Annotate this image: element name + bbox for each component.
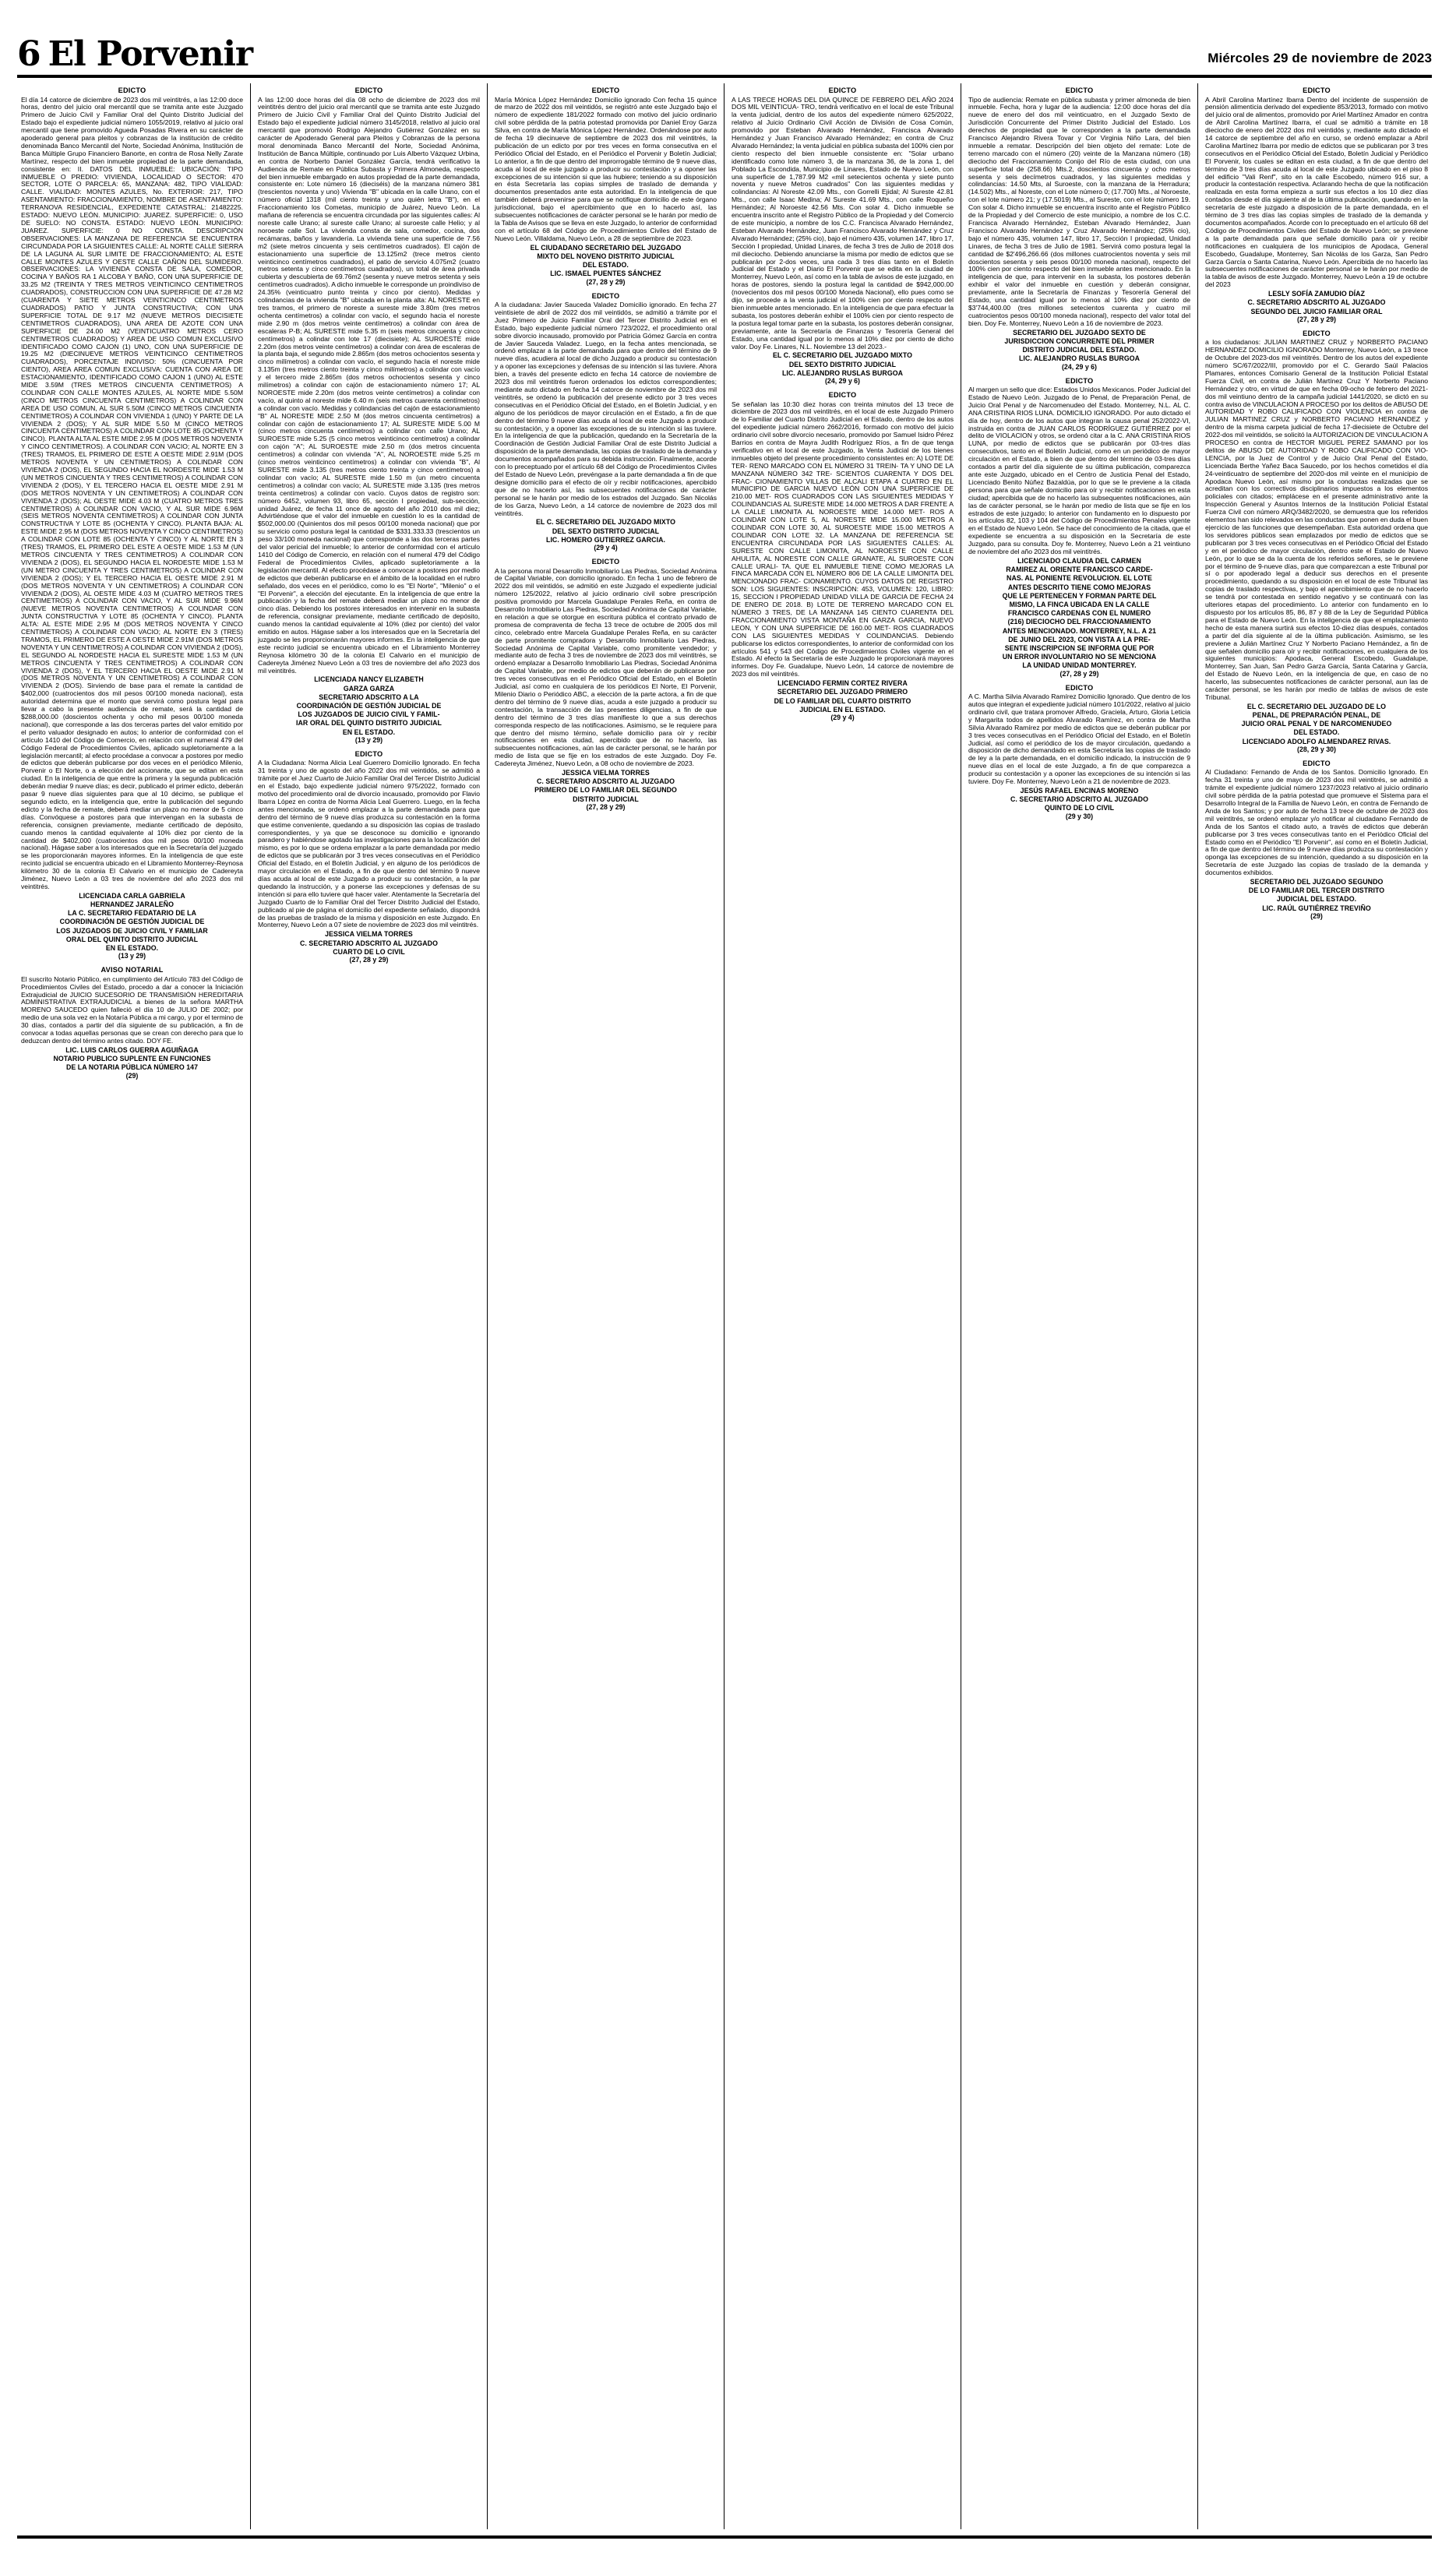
edict-signature-line: NOTARIO PUBLICO SUPLENTE EN FUNCIONES (53, 1055, 211, 1063)
edict-notice (968, 377, 1190, 678)
edict-signature-line: FRANCISCO CARDENAS CON EL NUMERO (1007, 609, 1151, 618)
edict-signature-line: JUDICIAL DEL ESTADO. (1276, 895, 1357, 904)
edict-publication-ref: (13 y 29) (118, 952, 146, 960)
edict-publication-ref: (27, 28 y 29) (586, 802, 626, 811)
edict-publication-ref: (29 y 4) (594, 544, 618, 552)
col-3 (488, 83, 724, 2529)
edict-header: EDICTO (1065, 376, 1094, 385)
edict-body: Se señalan las 10:30 diez horas con treinta minutos del 13 trece de diciembre de 2023 dos mil veintitrés, en el local de este Juzgado Primero de lo Familiar del Cuarto Distrito Judicial en el Estado, dentro de los autos del expediente judicial número 2662/2016, formado con motivo del juicio ordinario civil sobre divorcio necesario, promovido por Samuel Isidro Pérez Barrios en contra de Mayra Judith Rodríguez Ríos, a fin de que tenga verificativo en el local de este Juzgado, la Venta Judicial de los bienes inmuebles objeto del presente procedimiento consistentes en: A) LOTE DE TER- RENO MARCADO CON EL NÚMERO 31 TREIN- TA Y UNO DE LA MANZANA NÚMERO 342 TRE- SCIENTOS CUARENTA Y DOS DEL FRAC- CIONAMIENTO VILLAS DE ALCALI ETAPA 4 CUATRO EN EL MUNICIPIO DE GARCIA NUEVO LEÓN CON UNA SUPERFICIE DE 210.00 MET- ROS CUADRADOS CON LAS SIGUIENTES MEDIDAS Y COLINDANCIAS AL SURESTE MIDE 14.000 METROS A DAR FRENTE A LA CALLE LIMONITA AL NOROESTE MIDE 14.000 MET- ROS A COLINDAR CON LOTE 5, AL NORESTE MIDE 15.000 METROS A COLINDAR CON LOTE 30, AL SUROESTE MIDE 15.00 METROS A COLINDAR CON LOTE 32. LA MANZANA DE REFERENCIA SE ENCUENTRA CIRCUNDADA POR LAS SIGUIENTES CALLES: AL SURESTE CON CALLE LIMONITA, AL NOROESTE CON CALLE AHULITA, AL NORESTE CON CALLE GRANATE, AL SUROESTE CON CALLE URALI- TA. QUE EL INMUEBLE TIENE COMO MEJORAS LA FINCA MARCADA CON EL NÚMERO 806 DE LA CALLE LIMONITA DEL MENCIONADO FRAC- CIONAMIENTO. CUYOS DATOS DE REGISTRO SON: LOS SIGUIENTES: INSCRIPCIÓN: 453, VOLUMEN: 120, LIBRO: 15, SECCION I PROPIEDAD UNIDAD VILLA DE GARCIA DE FECHA 24 DE ENERO DE 2018. B) LOTE DE TERRENO MARCADO CON EL NÚMERO 3 TRES, DE LA MANZANA 145 CIENTO CUARENTA DEL FRACCIONAMIENTO VISTA MONTAÑA EN GARZA GARCIA, NUEVO LEON, Y CON UNA SUPERFICIE DE 160.00 MET- ROS CUADRADOS CON LAS SIGUIENTES MEDIDAS Y COLINDANCIAS. Debiendo publicarse los edictos correspondientes, lo anterior de conformidad con los artículos 541 y 543 del Código de Procedimientos Civiles vigente en el Estado. Al efecto la Secretaría de este Juzgado le proporcionará mayores informes. Doy Fe. Guadalupe, Nuevo León, 14 catorce de noviembre de 2023 dos mil veintitrés. (732, 400, 954, 678)
edict-signature-line: ANTES DESCRITO TIENE COMO MEJORAS (1007, 583, 1151, 591)
edict-header: EDICTO (591, 86, 620, 94)
col-2 (251, 83, 488, 2529)
masthead (14, 0, 1435, 75)
edict-notice (1205, 329, 1428, 754)
edict-publication-ref: (24, 29 y 6) (1062, 362, 1097, 371)
edict-signature-line: CUARTO DE LO CIVIL (333, 947, 405, 956)
edict-notice (258, 86, 480, 745)
edict-signature-line: GARZA GARZA (343, 684, 395, 692)
newspaper-title: El Porvenir (48, 34, 252, 75)
edict-header: EDICTO (591, 291, 620, 300)
edict-signature-line: NAS. AL PONIENTE REVOLUCION. EL LOTE (1007, 574, 1152, 583)
masthead-divider-rule (17, 75, 1432, 78)
edict-notice (1205, 86, 1428, 324)
edict-publication-ref: (29 y 30) (1065, 812, 1094, 820)
edict-signature-line: RAMIREZ AL ORIENTE FRANCISCO CARDE- (1006, 566, 1153, 574)
edict-signature-line: SENTE INSCRIPCION SE INFORMA QUE POR (1004, 643, 1155, 652)
edict-signature-line: LIC. ALEJANDRO RUSLAS BURGOA (1018, 354, 1141, 363)
edict-body: A Abril Carolina Martínez Ibarra Dentro del incidente de suspensión de pensión alimenticia derivado del expediente 853/2013, formado con motivo del juicio oral de alimentos, promovido por Ariel Martínez Amador en contra de Abril Carolina Martínez Ibarra, el cual se admitió a trámite en 18 dieciocho de enero del 2022 dos mil veintidós y, mediante auto dictado el 14 catorce de septiembre del año en curso, se ordenó emplazar a Abril Carolina Martínez Ibarra por medio de edictos que se publicaran por 3 tres consecutivos en el Periódico Oficial del Estado, Boletín Judicial y Periódico El Porvenir, los cuales se editan en esta ciudad, a fin de que dentro del término de 3 tres días acuda al local de este Juzgado ubicado en el piso 8 del edificio "Vali Renf", sito en la calle Escobedo, número 916 sur, a producir la contestación respectiva. Aclarando hecha de que la notificación realizada en esta forma empieza a surtir sus efectos a los 10 diez días contados desde el día siguiente al de la última publicación, quedando en la secretaría de este juzgado a disposición de la parte demandada, en el término de 3 tres días las copias simples de traslado de la demanda y documentos acompañados. Acorde con lo preceptuado en el artículo 68 del Código de Procedimientos Civiles del Estado de Nuevo León; se previene a la parte demandada para que señale domicilio para oír y recibir notificaciones en cualquiera de los municipios de Apodaca, General Escobedo, Guadalupe, Monterrey, San Nicolás de los Garza, San Pedro Garza García o Santa Catarina, Nuevo León. Apercibida de no hacerlo las subsecuentes notificaciones de carácter personal se le harán por medio de la tabla de avisos de este Juzgado. Monterrey, Nuevo León a 19 de octubre del 2023 (1205, 95, 1428, 289)
edict-publication-ref: (28, 29 y 30) (1297, 745, 1336, 753)
edict-signature-line: LA C. SECRETARIO FEDATARIO DE LA (68, 909, 196, 918)
edict-signature-line: MIXTO DEL NOVENO DISTRITO JUDICIAL (537, 252, 675, 260)
col-5 (961, 83, 1198, 2529)
edict-signature-line: DE JUNIO DEL 2023, CON VISTA A LA PRE- (1008, 635, 1151, 643)
edict-body: A LAS TRECE HORAS DEL DIA QUINCE DE FEBRERO DEL AÑO 2024 DOS MIL VEINTICUA- TRO, tendrá verificativo en el local de este Tribunal la venta judicial, dentro de los autos del expediente número 625/2022, relativo al Juicio Ordinario Civil Acción de División de Cosa Común, promovido por Esteban Alvarado Hernández, Francisca Alvarado Hernández y Juan Francisco Alvarado Hernández; en contra de Cruz Alvarado Hernández; la venta judicial en pública subasta del 100% cien por ciento respecto del bien inmueble consistente en: "Solar urbano identificado como lote número 3, de la manzana 36, de la zona 1, del Poblado La Escondida, Municipio de Linares, Estado de Nuevo León, con una superficie de 1,787.99 M2 «mil setecientos ochenta y siete punto noventa y nueve Metros cuadrados" Con las siguientes medidas y colindancias: Al Noreste 42.09 Mts., con Gorrelli Ejidal; Al Sureste 42.81 Mts., con calle Isaac Medina; Al Sureste 41.69 Mts., con calle Roqueño Hernández; Al Noroeste 42.56 Mts. Con solar 4. Dicho inmueble se encuentra inscrito ante el Registro Público de la Propiedad y del Comercio de este municipio, a nombre de los C.C. Francisca Alvarado Hernández, Esteban Alvarado Hernández, Juan Francisco Alvarado Hernández y Cruz Alvarado Hernández; (25% cio), bajo el número 435, volumen 147, libro 17, Sección I propiedad, Unidad Linares, de fecha 3 tres de Julio de 2018 dos mil dieciocho. Debiendo anunciarse la misma por medio de edictos que se publicarán por 2-dos veces, una cada 3 tres días tanto en el Boletín Judicial del Estado y el Diario El Porvenir que se edita en la ciudad de Monterrey, Nuevo León, así como en la tabla de avisos de este juzgado, en horas de postores, siendo la postura legal la cantidad de $942,000.00 (novecientos dos mil pesos 00/100 Moneda Nacional), ello pues como se dijo, se procede a la venta judicial el 100% cien por ciento respecto del bien inmueble antes mencionado. En la inteligencia de que para efectuar la subasta, los postores deberán exhibir el 100% cien por ciento respecto de la postura legal tomar parte en la subasta, los postores deberán consignar, previamente, ante la Secretaría de Finanzas y Tesorería General del Estado, una cantidad igual por lo menos al 10% diez por ciento de dicho valor. Doy Fe. Linares, N.L. Noviembre 13 del 2023.- (732, 95, 954, 351)
edict-signature-line: JURISDICCION CONCURRENTE DEL PRIMER (1004, 337, 1155, 345)
edict-body: Al margen un sello que dice: Estados Unidos Mexicanos. Poder Judicial del Estado de Nuevo León. Juzgado de lo Penal, de Preparación Penal, de Juicio Oral Penal y de Narcomenudeo del Estado. Monterrey, N.L. AL C. ANA CRISTINA RIOS LUNA. DOMICILIO IGNORADO. Por auto dictado el día de hoy, dentro de los autos que integran la causa penal 252/2022-VI, instruida en contra de JUAN CARLOS RODRÍGUEZ GUTIÉRREZ por el delito de VIOLACION y otros, se ordenó citar a la C. ANA CRISTINA RIOS LUNA, por medio de edictos que se publicarán por 03-tres días consecutivos, tanto en el Boletín Judicial, como en un periódico de mayor circulación en el Estado, a bien de que dentro del término de 03-tres días contados a partir del día siguiente de su última publicación, comparezca ante este Juzgado, ubicado en el Centro de Justicia Penal del Estado, Licenciado Benito Núñez Bazaldúa, por lo que se le previene a la citada persona para que señale domicilio para oír y recibir notificaciones en esta ciudad; apercibida que de no hacerlo las subsequentes notificaciones, aún las de carácter personal, se le harán por medio de lista que se fije en los estrados de este juzgado; lo anterior con fundamento en lo dispuesto por los artículos 82, 103 y 104 del Código de Procedimientos Penales vigente en el Estado de Nuevo León. Se hace del conocimiento de la citada, que el expediente se encuentra a su disposición en la Secretaría de este Juzgado, para su consulta. Doy fe. Monterrey, Nuevo León a 21 veintiuno de noviembre del año 2023 dos mil veintitrés. (968, 386, 1190, 556)
edict-signature-line: EL C. SECRETARIO DEL JUZGADO MIXTO (536, 518, 675, 527)
edict-body: A la Ciudadana: Norma Alicia Leal Guerrero Domicilio Ignorado. En fecha 31 treinta y uno de agosto del año 2022 dos mil veintidós, se admitió a trámite por el Juez Cuarto de Juicio Familiar Oral del Tercer Distrito Judicial en el Estado, bajo expediente judicial número 975/2022, formado con motivo del procedimiento oral de divorcio incausado, promovido por Flavio Ibarra López en contra de Norma Alicia Leal Guerrero. Luego, en la fecha antes mencionada, se ordenó emplazar a la parte demandada para que dentro del término de 9 nueve días produzca su contestación en la forma que estime conveniente, quedando a su disposición las copias de traslado correspondientes, y ya que se desconoce su domicilio e ignorando paradero y habiéndose agotado las investigaciones para la localización del mismo, es por lo que se ordena emplazar a la parte demandada por medio de edictos que se publicarán por 3 tres veces consecutivas en el Periódico Oficial del Estado, en el Boletín Judicial, y en alguno de los periódicos de mayor circulación en el Estado, a fin de que dentro del término 9 nueve días acuda al local de este Juzgado a producir su contestación, a la par quedando la instrucción, y a ponerse las excepciones y defensas de su intención si para ello tuviere qué hacer valer. Atentamente la Secretaría del Juzgado Cuarto de lo Familiar Oral del Tercer Distrito Judicial del Estado, publicado al pie de página el domicilio del expediente señalado, dispondrá de las pruebas de traslado de la misma y disposición en este Juzgado. En Monterrey, Nuevo León a 07 siete de noviembre de 2023 dos mil veintitrés. (258, 759, 480, 929)
edict-signature-line: MISMO, LA FINCA UBICADA EN LA CALLE (1009, 600, 1150, 608)
edict-signature-line: ORAL DEL QUINTO DISTRITO JUDICIAL (65, 935, 199, 943)
edict-header: EDICTO (354, 749, 383, 758)
edict-signature-line: DEL SEXTO DISTRITO JUDICIAL (788, 360, 897, 368)
edict-signature-line: JUDICIAL EN EL ESTADO. (799, 705, 886, 714)
edict-header: EDICTO (828, 391, 857, 400)
edict-signature-line: EL C. SECRETARIO DEL JUZGADO MIXTO (773, 351, 912, 360)
edict-header: EDICTO (118, 86, 146, 94)
edict-header: EDICTO (828, 86, 857, 94)
edict-signature-line: QUE LE PERTENECEN Y FORMAN PARTE DEL (1002, 591, 1157, 600)
edict-signature-line: LICENCIADO ADOLFO ALMENDAREZ RIVAS. (1242, 737, 1391, 745)
edict-notice (21, 966, 243, 1080)
edict-signature-line: SECRETARIO DEL JUZGADO SEXTO DE (1013, 328, 1146, 337)
edict-signature-line: DE LO FAMILIAR DEL CUARTO DISTRITO (774, 696, 911, 705)
edict-notice (21, 86, 243, 960)
edict-signature-line: DEL ESTADO. (1293, 728, 1340, 737)
masthead-brand (17, 34, 252, 75)
edict-body: A la persona moral Desarrollo Inmobiliario Las Piedras, Sociedad Anónima de Capital Variable, con domicilio ignorado. En fecha 1 uno de febrero de 2022 dos mil veintidós, se admitió en este Juzgado el expediente judicial número 125/2022, relativo al juicio ordinario civil sobre prescripción positiva promovido por Marcela Guadalupe Perales Reña, en contra de Desarrollo Inmobiliario Las Piedras, Sociedad Anónima de Capital Variable, en relación a que se otorgue en escritura pública el contrato privado de promesa de compraventa de fecha 13 trece de octubre de 2005 dos mil cinco, celebrado entre Marcela Guadalupe Perales Reña, en su carácter de parte promitente compradora y Desarrollo Inmobiliario Las Piedras, Sociedad Anónima de Capital Variable, como promitente vendedor; y mediante auto de fecha 3 tres de noviembre de 2023 dos mil veintitrés, se ordenó emplazar a Desarrollo Inmobiliario Las Piedras, Sociedad Anónima de Capital Variable, por medio de edictos que deberán de publicarse por tres veces consecutivas en el Periódico Oficial del Estado, en el Boletín Judicial, así como en cualquiera de los periódicos El Norte, El Porvenir, Milenio Diario o Periódico ABC, a elección de la parte actora, a fin de que dentro del término de 9 nueve días, acuda a este juzgado a producir su contestación, la transacción de las presentes diligencias, a fin de que dentro del término de 3 tres días manifieste lo que a sus derechos corresponda respecto de las notificaciones. Asimismo, se le requiere para que dentro del mismo término, señale domicilio para oír y recibir notificaciones en esta ciudad, apercibido que de no hacerlo, las subsecuentes notificaciones, aún las de carácter personal, se le harán por medio de lista que se fije en los estrados de este Juzgado. Doy Fe. Cadereyta Jiménez, Nuevo León, a 08 ocho de noviembre de 2023. (495, 566, 717, 768)
edict-signature-line: SEGUNDO DEL JUICIO FAMILIAR ORAL (1250, 307, 1383, 315)
edict-signature-line: LICENCIADO CLAUDIA DEL CARMEN (1017, 556, 1141, 565)
edict-signature-line: LOS JUZGADOS DE JUICIO CIVIL Y FAMILIAR (56, 926, 208, 935)
edict-header: EDICTO (1065, 683, 1094, 692)
edict-signature-line: LICENCIADA NANCY ELIZABETH (314, 675, 424, 684)
edict-signature-line: LESLY SOFÍA ZAMUDIO DÍAZ (1267, 290, 1366, 298)
edict-notice (968, 684, 1190, 821)
edict-signature-line: IAR ORAL DEL QUINTO DISTRITO JUDICIAL (296, 719, 442, 728)
edict-body: A las 12:00 doce horas del día 08 ocho de diciembre de 2023 dos mil veintitrés dentro del juicio oral mercantil que se tramita ante este Juzgado Primero de Juicio Civil y Familiar Oral del Quinto Distrito Judicial del Estado bajo el expediente judicial número 3145/2018, relativo al juicio oral mercantil que promovió Rodrigo Alejandro Gutiérrez González en su carácter de Apoderado General para Pleitos y Cobranzas de la persona moral denominada Banco Mercantil del Norte, Sociedad Anónima, Institución de Banca Múltiple, continuado por Luis Alberto Vázquez Urbina, en contra de Norberto Daniel González García, tendrá verificativo la Audiencia de Remate en Pública Subasta y Primera Almoneda, respecto del bien inmueble embargado en autos propiedad de la parte demandada, consistente en: Lote número 16 (dieciséis) de la manzana número 381 (trescientos noventa y uno) Vivienda "B" ubicada en la calle Urano, con el número oficial 1318 (mil ciento treinta y uno quién letra "B"), en el Fraccionamiento los Cometas, municipio de Juárez, Nuevo León. La mañana de referencia se encuentra circundada por las siguientes calles: Al noreste calle Urano; al sureste calle Urano; al suroeste calle Helio; y al noroeste calle Sol. La vivienda consta de sala, comedor, cocina, dos recámaras, baños y lavandería. La vivienda tiene una superficie de 7.56 m2 (siete metros cincuenta y seis centímetros cuadrados). El cajón de estacionamiento una superficie de 13.125m2 (trece metros ciento veinticinco centímetros cuadrados), el patio de servicio 4.075m2 (cuatro metros setenta y cinco centímetros cuadrados), un total de área privada cubierta y descubierta de 69.76m2 (sesenta y nueve metros setenta y seis centímetros cuadrados). A dicho inmueble le corresponde un proindiviso de 24.35% (veinticuatro punto treinta y cinco por ciento). Medidas y colindancias de la vivienda "B" ubicada en la planta alta: AL NORESTE en tres tramos, el primero de noreste a sureste mide 3.80m (tres metros ochenta centímetros) a colindar con vacío, el segundo hacia el noreste mide 2.90 m (dos metros veinte centímetros) a colindar con área de escaleras P-B; AL SURESTE mide 5.35 m (seis metros cincuenta y cinco centímetros) a colindar con lote 17 (diecisiete); AL SUROESTE mide 2.20m (dos metros veinte centímetros) a colindar con área de escaleras de la planta baja, el segundo mide 2.865m (dos metros ochocientos sesenta y cinco milímetros) a colindar con vacío, el segundo hacia el noreste mide 3.135m (tres metros ciento treinta y cinco milímetros) a colindar con vacío y el tercero mide 2.865m (dos metros ochocientos sesenta y cinco milímetros) a colindar con cajón de estacionamiento número 17; AL NOROESTE mide 2.20m (dos metros veinte centímetros) a colindar con vacío, al quinto al noreste mide 6.40 m (seis metros cuarenta centímetros) a colindar con vacío. Medidas y colindancias del cajón de estacionamiento "B" AL NORESTE MIDE 2.50 M (dos metros cincuenta centímetros) a colindar con cajón de estacionamiento 17; AL SURESTE MIDE 5.00 M (cinco metros cincuenta centímetros) a colindar con calle Urano; AL SUROESTE mide 5.25 (5 cinco metros veinticinco centímetros) a colindar con cajón "A"; AL SUROESTE mide 2.50 m (dos metros cincuenta centímetros) a colindar con vivienda "A", AL NOROESTE mide 5.25 m (cinco metros veinticinco centímetros) a colindar con vivienda "B", Al SURESTE mide 3.135 (tres metros ciento treinta y cinco centímetros) a colindar con vacío; AL SURESTE mide 1.50 m (un metro cincuenta centímetros) a colindar con vacío; AL SURESTE mide 3.135 (tres metros treinta centímetros) a colindar con vacío. Cuyos datos de registro son: número 6452, volumen 93, libro 65, sección I propiedad, sub-sección, unidad Juárez, de fecha 11 once de agosto del año 2010 dos mil diez; Advirtiéndose que el valor del inmueble en cuestión lo es la cantidad de $502,000.00 (Quinientos dos mil pesos 00/100 moneda nacional) que por su servicio como postura legal la cantidad de $331.333.33 (trescientos un peso 33/100 moneda nacional) que corresponde a las dos terceras partes del valor pericial del inmueble; lo anterior de conformidad con el artículo 1410 del Código de Comercio, en relación con el numeral 479 del Código Federal de Procedimientos Civiles, aplicado supletoriamente a la legislación mercantil. Al efecto procédase a convocar a postores por medio de edictos que deberán publicarse en el ámbito de la localidad en el rubro señalado, dos veces en el periódico, como lo es "El Norte", "Milenio" o el "El Porvenir", a elección del ejecutante. En la inteligencia de que entre la publicación y la fecha del remate deberá mediar un plazo no menor de cinco días. Debiendo los postores interesados en intervenir en la subasta de referencia, consignar previamente, mediante certificado de depósito, cuando menos la cantidad equivalente al 10% (diez por ciento) del valor emitido en autos. Hágase saber a los interesados que en la Secretaría del juzgado se les proporcionarán mayores informes. En la inteligencia de que este recinto judicial se encuentra ubicado en el Libramiento Monterrey Reynosa kilómetro 30 de la colonia El Calvario en el municipio de Cadereyta Jiménez Nuevo León a 03 tres de noviembre del año 2023 dos mil veintitrés. (258, 95, 480, 675)
edict-signature-line: LIC. HOMERO GUTIERREZ GARCIA. (546, 535, 665, 544)
edict-publication-ref: (29 y 4) (830, 713, 855, 721)
edict-publication-ref: (24, 29 y 6) (825, 377, 860, 386)
edict-notice (732, 86, 954, 386)
edict-signature-line: DEL ESTADO. (583, 261, 629, 270)
edict-signature-line: C. SECRETARIO ADSCRITO AL JUZGADO (300, 939, 438, 947)
edict-body: A C. Martha Silvia Alvarado Ramírez Domicilio Ignorado. Que dentro de los autos que integran el expediente judicial número 101/2022, relativo al juicio ordinario civil, que tratara promover Alfredo, Graciela, Arturo, Gloria Leticia y Margarita todos de apellidos Alvarado Ramírez, en contra de Martha Silvia Alvarado Ramírez por medio de edictos que se deberán publicar por 3 tres veces consecutivas en el Periódico Oficial del Estado, en el Boletín Judicial, así como el periódico de los de mayor circulación, quedando a disposición de dicho demandado en esta Secretaría las copias de traslado de ley a la parte demandada, en el domicilio indicado, la instrucción de 9 nueve días en el local de este Juzgado, a fin de que comparezca a producir su contestación y a oponer las excepciones de su intención si las tuviere. Doy Fe. Monterrey, Nuevo León a 21 de noviembre de 2023. (968, 692, 1190, 786)
edict-publication-ref: (29) (125, 1071, 139, 1080)
edict-body: El día 14 catorce de diciembre de 2023 dos mil veintitrés, a las 12:00 doce horas, dentro del juicio oral mercantil que se tramita ante este Juzgado Primero de Juicio Civil y Familiar Oral del Quinto Distrito Judicial del Estado bajo el expediente judicial número 1055/2019, relativo al juicio oral mercantil que tiene promovido Agueda Posadas Rivera en su carácter de apoderado general para pleitos y cobranzas de la institución de crédito denominada Banco Mercantil del Norte, Sociedad Anónima, Institución de Banca Múltiple Grupo Financiero Banorte, en contra de Rosa Nelly Zarate Martínez, respecto del bien inmueble propiedad de la parte demandada, consistente en: II. DATOS DEL INMUEBLE: UBICACIÓN: TIPO INMUEBLE O PREDIO: VIVIENDA, LOCALIDAD O SECTOR: 470 SECTOR, LOTE O PARCELA: 65, MANZANA: 482, TIPO VIALIDAD: CALLE. VIALIDAD: MONTES AZULES, No. EXTERIOR: 217, TIPO ASENTAMIENTO: FRACCIONAMIENTO, NOMBRE DE ASENTAMIENTO: TERRANOVA RESIDENCIAL, EXPEDIENTE CATASTRAL: 21482225. ESTADO: NUEVO LEÓN. MUNICIPIO: JUAREZ. SUPERFICIE: 0, USO DE SUELO: NO CONSTA. ESTADO: NUEVO LEÓN. MUNICIPIO: JUAREZ. SUPERFICIE: 0 NO CONSTA. DESCRIPCIÓN OBSERVACIONES: LA MANZANA DE REFERENCIA SE ENCUENTRA CIRCUNDADA POR LA SIGUIENTES CALLE: AL NORTE CALLE SIERRA DE LA LAGUNA AL SUR LIMITE DE FRACCIONAMIENTO; AL ESTE CALLE MONTES AZULES Y OESTE CALLE CAÑON DEL SUMIDERO. OBSERVACIONES: LA VIVIENDA CONSTA DE SALA, COMEDOR, COCINA Y BAÑOS RA 1 ALCOBA Y BAÑO, CON UNA SUPERFICIE DE 33.25 M2 (TREINTA Y TRES METROS VEINTICINCO CENTIMETROS CUADRADOS), CONSTRUCCION CON UNA SUPERFICIE DE 47.28 M2 (CUARENTA Y SIETE METROS VEINTICINCO CENTIMETROS CUADRADOS) PATIO Y JUNTA CONSTRUCTIVA; CON UNA SUPERFICIE TOTAL DE 9.17 M2 (NUEVE METROS DIECISIETE CENTIMETROS CUADRADOS), UNA AREA DE AZOTE CON UNA SUPERFICIE DE 24.00 M2 (VEINTICUATRO METROS CERO CENTIMETROS CUADRADOS) Y AREA DE USO COMUN EXCLUSIVO IDENTIFICADO COMO CAJON (1) UNO, CON UNA SUPERFICIE DE 19.25 M2 (DIECINUEVE METROS VEINTICINCO CENTIMETROS CUADRADOS), PORCENTAJE INDIVISO: 50% (CINCUENTA POR CIENTO), AREA AREA COMUN EXCLUSIVA: CUENTA CON AREA DE ESTACIONAMIENTO, IDENTIFICADO COMO CAJON 1 (UNO) AL ESTE MIDE 3.59M (TRES METROS CINCUENTA CENTIMETROS) A COLINDAR CON CALLE MONTES AZULES, AL NORTE MIDE 5.50M (CINCO METROS CINCUENTA CENTIMETROS) A COLINDAR CON AREA DE USO COMUN, AL SUR 5.50M (CINCO METROS CINCUENTA CENTIMETROS) A COLINDAR CON VIVIENDA 1 (UNO) Y PARTE DE LA VIVIENDA 2 (DOS); Y AL SUR MIDE 5.50 M (CINCO METROS CINCUENTA CENTIMETROS) A COLINDAR CON LOTE 85 (OCHENTA Y CINCO). PLANTA ALTA AL ESTE MIDE 2.95 M (DOS METROS NOVENTA Y CINCO CENTIMETROS). A COLINDAR CON VACIO; AL NORTE EN 3 (TRES) TRAMOS, EL PRIMERO DE ESTE A OESTE MIDE 2.91M (DOS METROS NOVENTA Y UN CENTIMETROS) A COLINDAR CON VIVIENDA 2 (DOS), EL SEGUNDO HACIA EL NORDESTE MIDE 1.53 M (UN METROS CINCUENTA Y TRES CENTIMETROS) A COLINDAR CON VIVIENDA 2 (DOS), Y EL TERCERO HACIA EL OESTE MIDE 2.91 M (DOS METROS NOVENTA Y UN CENTIMETROS) A COLINDAR CON VIVIENDA 2 (DOS); AL OESTE MIDE 4.03 M (CUATRO METROS TRES CENTIMETROS) A COLINDAR CON VACIO, Y AL SUR MIDE 6.96M (SEIS METROS NOVENTA CENTIMETROS) A COLINDAR CON JUNTA CONSTRUCTIVA Y LOTE 85 (OCHENTA Y CINCO). PLANTA BAJA: AL ESTE MIDE 2.95 M (DOS METROS NOVENTA Y CINCO CENTIMETROS) A COLINDAR CON LOTE 85 (OCHENTA Y CINCO) Y AL NORTE EN 3 (TRES) TRAMOS, EL PRIMERO DEL ESTE A OESTE MIDE 1.53 M (UN METROS CINCUENTA Y TRES CENTIMETROS) A COLINDAR CON VIVIENDA 2 (DOS), EL SEGUNDO HACIA EL NORDESTE MIDE 1.53 M (UN METRO CINCUENTA Y TRES CENTIMETROS) A COLINDAR CON VIVIENDA 2 (DOS); Y EL TERCERO HACIA EL OESTE MIDE 2.91 M (DOS METROS NOVENTA Y UN CENTIMETROS) A COLINDAR CON VIVIENDA 2 (DOS), AL OESTE MIDE 4.03 M (CUATRO METROS TRES CENTIMETROS) A COLINDAR CON VACIO, Y AL SUR MIDE 9.96M (NUEVE METROS NOVENTA CENTIMETROS) A COLINDAR CON JUNTA CONSTRUCTIVA Y LOTE 85 (OCHENTA Y CINCO). PLANTA ALTA: AL ESTE MIDE 2.95 M (DOS METROS NOVENTA Y CINCO CENTIMETROS) A COLINDAR CON VACIO; AL NORTE EN 3 (TRES) TRAMOS, EL PRIMERO DE ESTE A OESTE MIDE 2.91M (DOS METROS NOVENTA Y UN CENTIMETROS) A COLINDAR CON VIVIENDA 2 (DOS), EL SEGUNDO AL NORDESTE HACIA EL SURESTE MIDE 1.53 M (UN METROS CINCUENTA Y TRES CENTIMETROS) A COLINDAR CON VIVIENDA 2 (DOS), Y EL TERCERO HACIA EL OESTE MIDE 2.91 M (DOS METROS NOVENTA Y UN CENTIMETROS) A COLINDAR CON VIVIENDA 2 (DOS). Sirviendo de base para el remate la cantidad de $402,000 (cuatrocientos dos mil pesos 00/100 moneda nacional), esta autoridad determina que el monto que servirá como postura legal para llevar a cabo la presente audiencia de remate, será la cantidad de $288,000.00 (doscientos ochenta y ocho mil pesos 00/100 moneda nacional), que corresponde a las dos terceras partes del valor emitido por el perito valuador designado en autos; lo anterior de conformidad con el artículo 1410 del Código de Comercio, en relación con el numeral 479 del Código Federal de Procedimientos Civiles, aplicado supletoriamente a la legislación mercantil; al efecto procédase a convocar a postores por medio de edictos que deberán publicarse por dos veces en el periódico Milenio, Porvenir o El Norte, o a elección del accionante, que se editan en esta ciudad. En la inteligencia de que entre la primera y la segunda publicación deberán mediar 9 nueve días; es decir, publicado el primer edicto, deberán pasar 9 nueve días siguientes para que al 10 décimo, se publique el segundo edicto, en la inteligencia que, entre la publicación del segundo edicto y la fecha de remate, deberá mediar un plazo no menor de 5 cinco días. Convóquese a postores para que intervengan en la subasta de referencia, consignen previamente, mediante certificado de depósito, cuando menos la cantidad equivalente al 10% diez por ciento de la cantidad de $402,000 (cuatrocientos dos mil pesos 00/100 moneda nacional). Hágase saber a los interesados que en la Secretaría del juzgado se les proporcionarán mayores informes. En la inteligencia de que este recinto judicial se encuentra ubicado en el Libramiento Monterrey-Reynosa kilómetro 30 de la colonia El Calvario en el municipio de Cadereyta Jiménez, Nuevo León a 03 tres de noviembre del año 2023 dos mil veintitrés. (21, 95, 243, 890)
edict-signature-line: EN EL ESTADO. (105, 944, 159, 953)
edict-signature-line: SECRETARIO ADSCRITO A LA (319, 692, 419, 701)
edict-body: El suscrito Notario Público, en cumplimiento del Artículo 783 del Código de Procedimientos Civiles del Estado, procedo a dar a conocer la Iniciación Extrajudicial de JUICIO SUCESORIO DE TRANSMISIÓN HEREDITARIA ADMINISTRATIVA EXTRAJUDICIAL a bienes de la señora MARTHA MORENO SAUCEDO quien falleció el día 10 de JULIO DE 2002; por medio de una sola vez en la Notaría Pública a mi cargo, y por el termino de 30 días, contados a partir del día siguiente de su publicación, a fin de convocar a todas aquellas personas que se crean con derecho para que lo deduzcan dentro del término antes citado. DOY FE. (21, 974, 243, 1045)
edict-publication-ref: (27, 28 y 29) (1059, 669, 1099, 678)
edict-header: EDICTO (1303, 759, 1331, 767)
edict-header: EDICTO (1303, 329, 1331, 337)
col-4 (724, 83, 961, 2529)
edict-signature-line: SECRETARIO DEL JUZGADO PRIMERO (777, 688, 908, 696)
edict-signature-line: DISTRITO JUDICIAL DEL ESTADO. (1022, 346, 1137, 354)
col-6 (1198, 83, 1435, 2529)
edict-publication-ref: (27, 28 y 29) (586, 277, 626, 286)
edict-notice (732, 391, 954, 722)
edict-signature-line: EN EL ESTADO. (342, 728, 396, 736)
edict-signature-line: COORDINACIÓN DE GESTIÓN JUDICIAL DE (296, 702, 442, 710)
edict-header: EDICTO (354, 86, 383, 94)
edict-signature-line: DEL SEXTO DISTRITO JUDICIAL (552, 527, 660, 535)
edict-publication-ref: (27, 28 y 29) (349, 955, 389, 964)
edict-signature-line: JESSICA VIELMA TORRES (562, 769, 650, 777)
edict-signature-line: LICENCIADO FERMIN CORTEZ RIVERA (777, 679, 908, 688)
edict-signature-line: C. SECRETARIO ADSCRITO AL JUZGADO (1010, 795, 1148, 804)
edict-signature-line: DE LO FAMILIAR DEL TERCER DISTRITO (1248, 886, 1385, 895)
edict-notice (495, 558, 717, 812)
edict-signature-line: UN ERROR INVOLUNTARIO NO SE MENCIONA (1002, 653, 1157, 661)
issue-dateline: Miércoles 29 de noviembre de 2023 (1208, 51, 1432, 65)
edict-signature-line: SECRETARIO DEL JUZGADO SEGUNDO (1250, 878, 1384, 886)
edict-header: EDICTO (591, 558, 620, 566)
edict-signature-line: C. SECRETARIO ADSCRITO AL JUZGADO (537, 777, 675, 786)
edict-notice (495, 292, 717, 552)
edict-publication-ref: (13 y 29) (354, 735, 383, 744)
edict-signature-line: LIC. LUIS CARLOS GUERRA AGUIÑAGA (65, 1045, 199, 1054)
edict-header: EDICTO (1065, 86, 1094, 94)
edict-signature-line: C. SECRETARIO ADSCRITO AL JUZGADO (1247, 298, 1386, 307)
footer-divider-rule (17, 2535, 1432, 2539)
edict-body: Tipo de audiencia: Remate en pública subasta y primer almoneda de bien inmueble. Fecha, hora y lugar de la audiencia: 12:00 doce horas del día nueve de enero del dos mil veinticuatro, en el Juzgado Sexto de Jurisdicción Concurrente del Primer Distrito Judicial del Estado. Los derechos de propiedad que le corresponden a la parte demandada Francisco Alejandro Rivera Tovar y Cor Virginia Niño Lara, del bien inmueble a rematar. Descripción del bien objeto del remate: Lote de terreno marcado con el número (20) veinte de la Manzana número (18) dieciocho del Fraccionamiento Conijo del Río de esta ciudad, con una superficie total de (258.66) Mts.2, doscientos cincuenta y ocho metros sesenta y seis decímetros cuadrados, y las siguientes medidas y colindancias: 14.50 Mts, al Suroeste, con la manzana de la Herradura; (14.502) Mts., al Noreste, con el Lote número 0; (17.700) Mts., al Noroeste, con el lote número 21; y (17.5019) Mts., al Sureste, con el lote número 19. Con solar 4. Dicho inmueble se encuentra inscrito ante el Registro Público de la Propiedad y del Comercio de este municipio, a nombre de los C.C. Francisca Alvarado Hernández, Esteban Alvarado Hernández, Juan Francisco Alvarado Hernández y Cruz Alvarado Hernández; (25% cio), bajo el número 435, volumen 147, libro 17, Sección I propiedad, Unidad Linares, de fecha 3 tres de Julio de 1981. Servirá como postura legal la cantidad de $2'496,266.66 (dos millones cuatrocientos noventa y seis mil doscientos sesenta y seis pesos 00/100 moneda nacional), respecto del 100% cien por ciento respecto del bien inmueble antes mencionado. En la inteligencia de que, para intervenir en la subasta, los postores deberán exhibir el valor del inmueble en cuestión y deberán consignar, previamente, ante la Secretaría de Finanzas y Tesorería General del Estado, una cantidad igual por lo menos al 10% diez por ciento de $3'744,400.00 (tres millones setecientos cuarenta y cuatro mil cuatrocientos pesos 00/100 moneda nacional), respecto del valor total del bien. Doy Fe. Monterrey, Nuevo León a 16 de noviembre de 2023. (968, 95, 1190, 327)
edict-signature-line: HERNANDEZ JARALEÑO (90, 900, 174, 909)
edict-signature-line: JUICIO ORAL PENAL Y DE NARCOMENUDEO (1241, 720, 1392, 728)
edict-signature-line: COORDINACIÓN DE GESTIÓN JUDICIAL DE (59, 918, 205, 926)
edict-signature-line: EL C. SECRETARIO DEL JUZGADO DE LO (1246, 702, 1387, 710)
edict-signature-line: JESSICA VIELMA TORRES (325, 930, 413, 939)
edict-signature-line: LIC. RAÚL GUTIÉRREZ TREVIÑO (1262, 904, 1371, 912)
edict-signature-line: LIC. ALEJANDRO RUSLAS BURGOA (781, 368, 904, 377)
edict-signature-line: PENAL, DE PREPARACIÓN PENAL, DE (1252, 711, 1381, 720)
edict-publication-ref: (29) (1310, 911, 1323, 920)
edict-signature-line: DISTRITO JUDICIAL (573, 795, 639, 803)
edict-signature-line: EL CIUDADANO SECRETARIO DEL JUZGADO (530, 243, 682, 252)
edict-notice (968, 86, 1190, 372)
edict-signature-line: PRIMERO DE LO FAMILIAR DEL SEGUNDO (534, 786, 677, 795)
edict-body: A la ciudadana: Javier Sauceda Valadez Domicilio ignorado. En fecha 27 veintisiete de abril de 2022 dos mil veintidós, se admitió a trámite por el Juez Primero de Juicio Familiar Oral del Tercer Distrito Judicial en el Estado, bajo expediente judicial número 723/2022, el procedimiento oral sobre divorcio incausado, promovido por Patricia Gómez García en contra de Javier Sauceda Valadez. Luego, en la fecha antes mencionada, se ordenó emplazar a la parte demandada para que dentro del término de 9 nueve días, acudiera al local de dicho Juzgado a producir su contestación y a oponer las excepciones y defensas de su intención si las tuviere. Ahora bien, a través del presente edicto en fecha 14 catorce de noviembre de 2023 dos mil veintitrés fueron ordenados los edictos correspondientes; mediante auto dictado en fecha 14 catorce de noviembre de 2023 dos mil veintitrés, se ordenó la publicación del presente edicto por 3 tres veces consecutivas en el Periódico Oficial del Estado, en el Boletín Judicial, y en alguno de los periódicos de mayor circulación en el Estado, a fin de que dentro del término 9 nueve días acuda al local de este Juzgado a producir su contestación, y a oponer las excepciones de su intención si las tuviere. En la inteligencia de que la publicación, quedando en la Secretaría de la Coordinación de Gestión Judicial Familiar Oral de este Distrito Judicial a disposición de la parte demandada, las copias de traslado de la demanda y documentos acompañados para su debida instrucción. Finalmente, acorde con lo preceptuado por el artículo 68 del Código de Procedimientos Civiles del Estado de Nuevo León, prevéngase a la parte demandada a fin de que designe domicilio para el efecto de oír y recibir notificaciones, apercibido que de no hacerlo así, las subsecuentes notificaciones de carácter personal se le harán por medio de los estrados del Juzgado. San Nicolás de los Garza, Nuevo León, a 14 catorce de noviembre de 2023 dos mil veintitrés. (495, 301, 717, 517)
edict-notice (1205, 759, 1428, 921)
edict-signature-line: JESÚS RAFAEL ENCINAS MORENO (1020, 786, 1139, 795)
edict-signature-line: (216) DIECIOCHO DEL FRACCIONAMIENTO (1007, 618, 1151, 626)
edict-signature-line: LICENCIADA CARLA GABRIELA (79, 891, 185, 900)
edict-notice (495, 86, 717, 287)
edict-header: EDICTO (1303, 86, 1331, 94)
edict-body: María Mónica López Hernández Domicilio ignorado Con fecha 15 quince de marzo de 2022 dos mil veintidós, se registró ante este Juzgado bajo el número de expediente 181/2022 formado con motivo del juicio ordinario civil sobre pérdida de la patria potestad promovida por Daniel Eroy Garza Silva, en contra de María Mónica López Hernández. Ordenándose por auto de fecha 19 diecinueve de septiembre de 2023 dos mil veintitrés, la publicación de un edicto por por tres veces en forma consecutiva en el Periódico Oficial del Estado, en el Periódico el Porvenir y Boletín Judicial; Lo anterior, a fin de que dentro del improrrogable término de 9 nueve días, acuda al local de este juzgado a producir su contestación y a oponer las excepciones de su intención si que las hubiere; teniendo a su disposición en ésta Secretaría las copias simples de traslado de demanda y documentos presentados ante esta autoridad. En la inteligencia de que también deberá prevenirse para que se notifique domicilio de este órgano jurisdiccional, bajo el apercibimiento que en lo hacerlo así, las subsecuentes notificaciones de carácter personal se le harán por medio de la Tabla de Avisos que se lleva en este Juzgado, lo anterior de conformidad con el artículo 68 del Código de Procedimientos Civiles del Estado de Nuevo León. Villaldama, Nuevo León, a 28 de septiembre de 2023. (495, 95, 717, 242)
edict-signature-line: LA UNIDAD UNIDAD MONTERREY. (1022, 661, 1137, 670)
classifieds-columns (14, 83, 1435, 2529)
edict-body: a los ciudadanos: JULIAN MARTINEZ CRUZ y NORBERTO PACIANO HERNANDEZ DOMICILIO IGNORADO Monterrey, Nuevo León, a 13 trece de Octubre del 2023-dos mil veintitrés. Dentro de los autos del expediente número SC/67/2022/III, promovido por el C. Gerardo Saúl Palacios Plamares, entonces Comisario General de la Institución Policial Estatal Fuerza Civil, en contra de Julián Martínez Cruz Y Norberto Paciano Hernández y otro, en virtud de que en fecha 09-ocho de febrero del 2021-dos mil veintiuno dentro de la campaña judicial 1441/2020, se dictó en su contra aviso de VINCULACION A PROCESO por los delitos de ABUSO DE AUTORIDAD Y ROBO CALIFICADO CON VIOLENCIA en contra de JULIAN MARTINEZ CRUZ y NORBERTO PACIANO HERNANDEZ y dentro de la misma carpeta judicial de fecha 17-diecisiete de Octubre del 2022-dos mil veintidós, se solicitó la AUTORIZACION DE VINCULACION A PROCESO en contra de HECTOR MIGUEL PEREZ SAMANO por los delitos de ABUSO DE AUTORIDAD Y ROBO CALIFICADO CON VIO- LENCIA, por la Juez de Control y de Juicio Oral Penal del Estado, Licenciada Berthe Yañez Baca Saucedo, por los hechos cometidos el día 24-veinticuatro de septiembre del 2020-dos mil veinte en el municipio de Apodaca Nuevo León, así mismo por la conductas realizadas que se acreditan con los correctivos disciplinarios impuestos a los elementos policiales con citados; emplácese en el presente administrativo ante la Inspección General y Asuntos Internos de la Institución Policial Estatal Fuerza Civil con número ARQ/3482/2020, se demuestra que los referidos elementos han sido relevados en las conductas que ponen en duda el buen ejercicio de las funciones que desempeñaban. Esta autoridad ordena que los servidores públicos sean emplazados por medio de edictos que se publicaran por 3 tres veces consecutivas en el Periódico Oficial del Estado y en el periódico de mayor circulación, dentro este el Estado de Nuevo León, por lo que se da la cuenta de los referidos señores, se le previene por el término de 9-nueve días, para que comparezcan a este Tribunal por sí o por apoderado legal a deducir sus derechos en el presente procedimiento, quedando a su disposición en el local de este Tribunal las copias de traslado respectivas, y bajo el apercibimiento que de no hacerlo se tendrá por contestada en sentido negativo y se continuará con las ulteriores etapas del procedimiento. Lo anterior con fundamento en lo dispuesto por los artículos 85, 86, 87 y 88 de la Ley de Seguridad Pública para el Estado de Nuevo León. En la inteligencia de que el emplazamiento hecho de esta manera surtirá sus efectos 10-diez días después, contados a partir del día siguiente al de la última publicación. Asimismo, se les previene a Julián Martínez Cruz Y Norberto Paciano Hernández, a fin de que señalen domicilio para oír y recibir notificaciones, en cualquiera de los siguientes municipios: Apodaca, General Escobedo, Guadalupe, Monterrey, San Juan, San Pedro Garza García, Santa Catarina y García, del Estado de Nuevo León, en la inteligencia de que, en caso de no hacerlo, las subsecuentes notificaciones de carácter personal, aun las de carácter personal, se les harán por medio de tablas de avisos de este Tribunal. (1205, 338, 1428, 701)
edict-signature-line: ANTES MENCIONADO. MONTERREY, N.L. A 21 (1002, 626, 1157, 635)
edict-signature-line: LOS JUZGADOS DE JUICIO CIVIL Y FAMIL- (298, 710, 440, 719)
edict-notice (258, 750, 480, 964)
edict-body: Al Ciudadano: Fernando de Anda de los Santos. Domicilio Ignorado. En fecha 31 treinta y uno de mayo de 2023 dos mil veintitrés, se admitió a trámite el expediente judicial número 1237/2023 relativo al juicio ordinario civil sobre pérdida de la patria potestad que promueve el Sistema para el Desarrollo Integral de la Familia de Nuevo León, en contra de Fernando de Anda de los Santos; y por auto de fecha 13 trece de octubre de 2023 dos mil veintitrés, se ordenó emplazar y/o notificar al ciudadano Fernando de Anda de los Santos el citado auto, a través de edictos que deberán publicarse por 3 tres veces consecutivas tanto en el Periódico Oficial del Estado como en el Periódico "El Porvenir", así como en el Boletín Judicial, a fin de que dentro del término de 9 nueve días produzca su contestación y oponga las excepciones de su intención, quedando a su disposición en la Secretaría de este Juzgado las copias de traslado de la demanda y documentos exhibidos. (1205, 768, 1428, 877)
edict-signature-line: DE LA NOTARIA PÚBLICA NÚMERO 147 (65, 1063, 199, 1072)
edict-signature-line: LIC. ISMAEL PUENTES SÁNCHEZ (550, 270, 661, 278)
edict-publication-ref: (27, 28 y 29) (1297, 315, 1336, 323)
edict-header: AVISO NOTARIAL (100, 966, 164, 974)
edict-signature-line: QUINTO DE LO CIVIL (1044, 804, 1115, 812)
col-1 (14, 83, 251, 2529)
page-folio-number: 6 (17, 34, 41, 75)
